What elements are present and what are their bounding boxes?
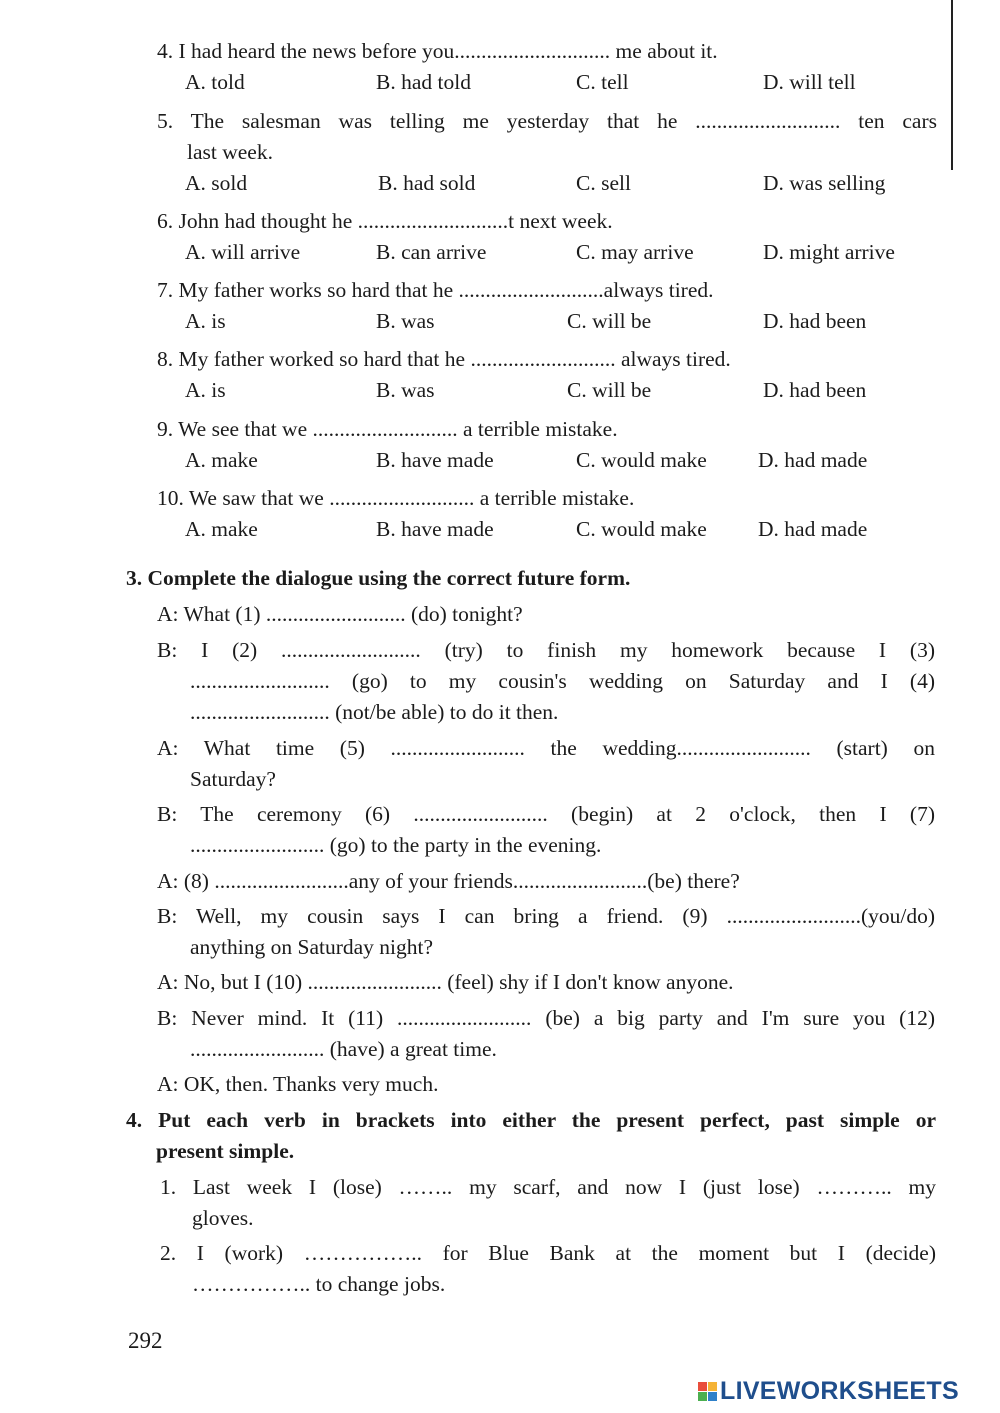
option-d[interactable]: D. had been — [763, 309, 867, 333]
scan-edge-line — [951, 0, 953, 170]
option-a[interactable]: A. is — [185, 309, 226, 333]
section-4-heading-line1: 4. Put each verb in brackets into either the present perfect, past simple or — [126, 1108, 936, 1132]
option-c[interactable]: C. will be — [567, 378, 652, 402]
exercise-text-cont: …………….. to change jobs. — [192, 1272, 446, 1296]
option-d[interactable]: D. had been — [763, 378, 867, 402]
dialogue-text-cont: ......................... (go) to the party in the evening. — [190, 833, 602, 857]
section-3-heading: 3. Complete the dialogue using the correct future form. — [126, 566, 631, 590]
question-9 — [157, 414, 937, 479]
dialogue-line-7 — [157, 967, 935, 998]
logo-icon — [698, 1382, 717, 1401]
dialogue-line-5 — [157, 866, 935, 897]
question-8 — [157, 344, 937, 409]
question-text: 4. I had heard the news before you............................. me about it. — [157, 39, 718, 63]
option-b[interactable]: B. was — [376, 378, 435, 402]
liveworksheets-logo — [698, 1378, 959, 1404]
question-text: 7. My father works so hard that he ...........................always tired. — [157, 278, 714, 302]
option-d[interactable]: D. had made — [758, 517, 868, 541]
option-a[interactable]: A. will arrive — [185, 240, 301, 264]
options-row — [157, 168, 937, 202]
dialogue-text: A: No, but I (10) ......................... (feel) shy if I don't know anyone. — [157, 970, 734, 994]
exercise-item-2 — [160, 1238, 936, 1300]
logo-text: LIVEWORKSHEETS — [720, 1376, 959, 1405]
option-d[interactable]: D. was selling — [763, 171, 886, 195]
dialogue-text: B: Never mind. It (11) ......................... (be) a big party and I'm sure you (12) — [157, 1006, 935, 1030]
dialogue-line-3 — [157, 733, 935, 795]
exercise-text: 1. Last week I (lose) …….. my scarf, and now I (just lose) ……….. my — [160, 1175, 936, 1199]
question-4 — [157, 36, 937, 101]
option-d[interactable]: D. might arrive — [763, 240, 895, 264]
options-row — [157, 445, 937, 479]
option-b[interactable]: B. have made — [376, 448, 494, 472]
dialogue-text: B: Well, my cousin says I can bring a friend. (9) .........................(you/do) — [157, 904, 935, 928]
question-text: 10. We saw that we ........................... a terrible mistake. — [157, 486, 635, 510]
question-text-line2: last week. — [187, 140, 273, 164]
question-10 — [157, 483, 937, 548]
dialogue-text-cont: anything on Saturday night? — [190, 935, 434, 959]
dialogue-text: A: What (1) .......................... (do) tonight? — [157, 602, 523, 626]
dialogue-text: B: The ceremony (6) ......................... (begin) at 2 o'clock, then I (7) — [157, 802, 935, 826]
option-c[interactable]: C. will be — [567, 309, 652, 333]
question-text: 9. We see that we ........................... a terrible mistake. — [157, 417, 618, 441]
option-c[interactable]: C. would make — [576, 448, 707, 472]
option-c[interactable]: C. tell — [576, 70, 629, 94]
dialogue-text: A: OK, then. Thanks very much. — [157, 1072, 439, 1096]
dialogue-text: A: (8) .........................any of your friends.........................(be) there? — [157, 869, 740, 893]
option-d[interactable]: D. had made — [758, 448, 868, 472]
question-text-line1: 5. The salesman was telling me yesterday that he ........................... ten cars — [157, 109, 937, 133]
options-row — [157, 514, 937, 548]
option-a[interactable]: A. sold — [185, 171, 248, 195]
dialogue-text: A: What time (5) ......................... the wedding......................... (start) on — [157, 736, 935, 760]
question-6 — [157, 206, 937, 271]
options-row — [157, 67, 937, 101]
options-row — [157, 375, 937, 409]
exercise-text: 2. I (work) …………….. for Blue Bank at the moment but I (decide) — [160, 1241, 936, 1265]
section-4-heading — [126, 1105, 936, 1167]
section-4-heading-line2: present simple. — [156, 1139, 295, 1163]
option-a[interactable]: A. make — [185, 517, 258, 541]
option-c[interactable]: C. would make — [576, 517, 707, 541]
option-a[interactable]: A. told — [185, 70, 245, 94]
dialogue-line-8 — [157, 1003, 935, 1065]
option-b[interactable]: B. had sold — [378, 171, 476, 195]
dialogue-text-cont: Saturday? — [190, 767, 276, 791]
question-5 — [157, 106, 937, 202]
options-row — [157, 237, 937, 271]
question-text: 6. John had thought he ............................t next week. — [157, 209, 613, 233]
question-text — [157, 106, 937, 168]
exercise-text-cont: gloves. — [192, 1206, 254, 1230]
question-7 — [157, 275, 937, 340]
question-text: 8. My father worked so hard that he ........................... always tired. — [157, 347, 731, 371]
option-c[interactable]: C. may arrive — [576, 240, 694, 264]
option-b[interactable]: B. was — [376, 309, 435, 333]
option-a[interactable]: A. is — [185, 378, 226, 402]
exercise-item-1 — [160, 1172, 936, 1234]
dialogue-line-1 — [157, 599, 935, 630]
dialogue-line-2 — [157, 635, 935, 728]
dialogue-line-4 — [157, 799, 935, 861]
option-a[interactable]: A. make — [185, 448, 258, 472]
dialogue-text-cont: .......................... (not/be able) to do it then. — [190, 700, 559, 724]
dialogue-line-6 — [157, 901, 935, 963]
option-c[interactable]: C. sell — [576, 171, 631, 195]
option-b[interactable]: B. can arrive — [376, 240, 487, 264]
options-row — [157, 306, 937, 340]
dialogue-text-cont: .......................... (go) to my cousin's wedding on Saturday and I (4) — [190, 669, 935, 693]
page-number: 292 — [128, 1328, 163, 1353]
option-b[interactable]: B. have made — [376, 517, 494, 541]
option-b[interactable]: B. had told — [376, 70, 471, 94]
dialogue-text-cont: ......................... (have) a great time. — [190, 1037, 497, 1061]
option-d[interactable]: D. will tell — [763, 70, 856, 94]
dialogue-text: B: I (2) .......................... (try) to finish my homework because I (3) — [157, 638, 935, 662]
dialogue-line-9 — [157, 1069, 935, 1100]
